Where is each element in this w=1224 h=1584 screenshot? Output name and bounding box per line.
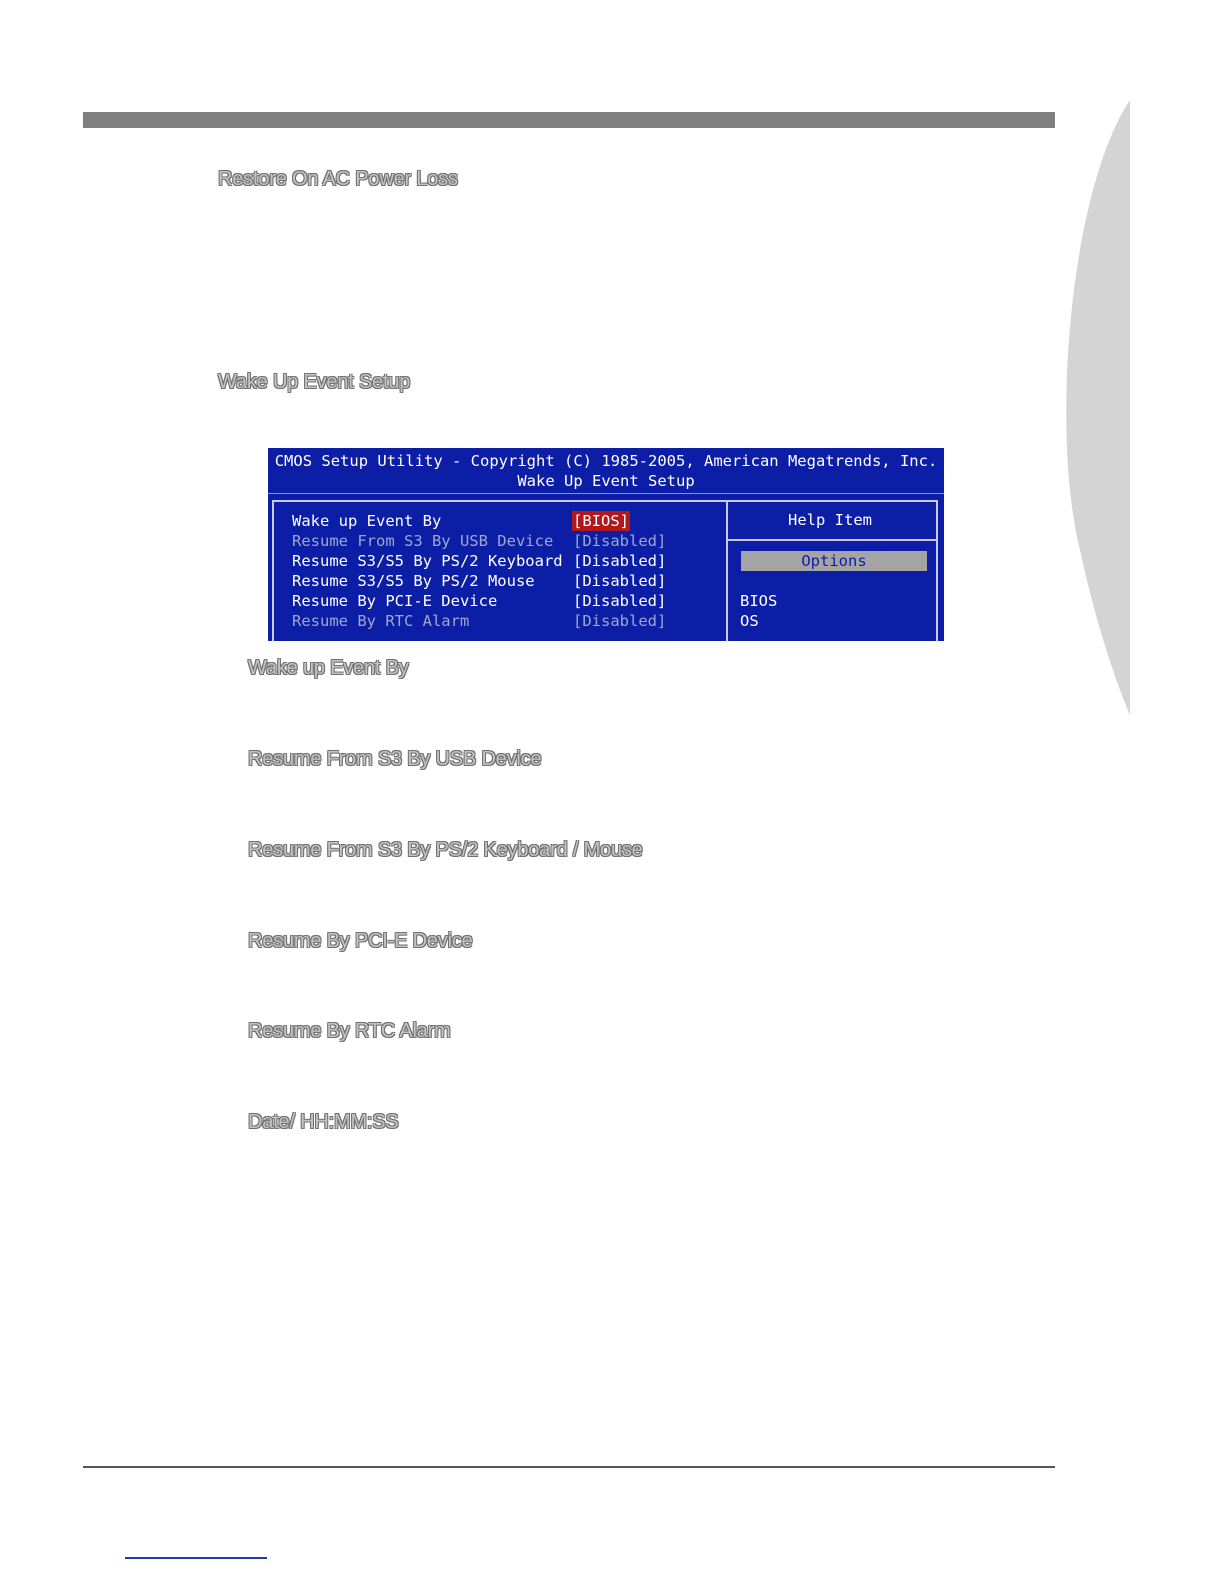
desc-heading-resume-rtc: Resume By RTC Alarm <box>248 1020 451 1042</box>
desc-heading-wake-up-event-by: Wake up Event By <box>248 657 409 679</box>
bios-item-value-selected[interactable]: [BIOS] <box>573 512 629 530</box>
desc-heading-resume-usb: Resume From S3 By USB Device <box>248 748 542 770</box>
footer-link-underline[interactable] <box>125 1557 267 1559</box>
bios-item-resume-pcie[interactable] <box>292 591 712 611</box>
bios-item-value: [Disabled] <box>573 612 667 630</box>
bios-item-label: Resume S3/S5 By PS/2 Keyboard <box>292 552 563 570</box>
bios-item-label: Resume From S3 By USB Device <box>292 532 554 550</box>
bios-item-value[interactable]: [Disabled] <box>573 592 667 610</box>
bios-item-resume-rtc <box>292 611 712 631</box>
desc-heading-resume-ps2: Resume From S3 By PS/2 Keyboard / Mouse <box>248 839 643 861</box>
options-header: Options <box>741 551 927 571</box>
bios-item-resume-usb <box>292 531 712 551</box>
bios-screenshot <box>268 448 944 641</box>
chapter-side-tab <box>1060 100 1130 715</box>
desc-heading-date-time: Date/ HH:MM:SS <box>248 1111 399 1133</box>
bios-item-value: [Disabled] <box>573 532 667 550</box>
bios-item-label: Resume By PCI-E Device <box>292 592 498 610</box>
bios-item-resume-ps2-keyboard[interactable] <box>292 551 712 571</box>
bios-item-label: Wake up Event By <box>292 512 442 530</box>
bios-divider <box>726 500 728 641</box>
bios-subtitle: Wake Up Event Setup <box>517 472 695 490</box>
section-heading-wake-up: Wake Up Event Setup <box>218 371 411 393</box>
help-item-title: Help Item <box>788 511 872 529</box>
bios-item-value[interactable]: [Disabled] <box>573 552 667 570</box>
option-bios[interactable]: BIOS <box>740 592 778 610</box>
bios-item-resume-ps2-mouse[interactable] <box>292 571 712 591</box>
bios-title: CMOS Setup Utility - Copyright (C) 1985-2005, American Megatrends, Inc. <box>274 452 938 470</box>
section-heading-restore-ac: Restore On AC Power Loss <box>218 168 458 190</box>
bios-item-value[interactable]: [Disabled] <box>573 572 667 590</box>
desc-heading-resume-pcie: Resume By PCI-E Device <box>248 930 473 952</box>
header-bar <box>83 112 1055 128</box>
bios-item-label: Resume S3/S5 By PS/2 Mouse <box>292 572 535 590</box>
help-rule <box>728 539 938 541</box>
bios-item-label: Resume By RTC Alarm <box>292 612 470 630</box>
option-os[interactable]: OS <box>740 612 759 630</box>
bios-item-wake-up-event-by[interactable] <box>292 511 712 531</box>
bios-title-rule <box>268 493 944 494</box>
footer-rule <box>83 1466 1055 1468</box>
